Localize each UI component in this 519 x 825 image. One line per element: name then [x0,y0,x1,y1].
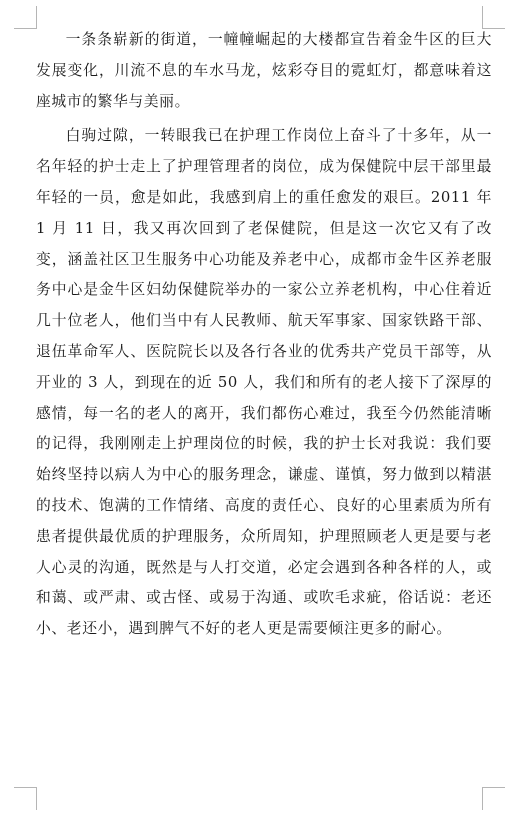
paragraph-city-description: 一条条崭新的街道，一幢幢崛起的大楼都宣告着金牛区的巨大发展变化，川流不息的车水马龙，炫彩夺目的霓虹灯，都意味着这座城市的繁华与美丽。 [36,31,492,110]
crop-mark-bottom-right [482,787,505,810]
document-body [36,25,492,645]
crop-mark-bottom-left [14,787,37,810]
crop-mark-top-left [14,6,37,29]
paragraph-nursing-career: 白驹过隙，一转眼我已在护理工作岗位上奋斗了十多年，从一名年轻的护士走上了护理管理者的岗位，成为保健院中层干部里最年轻的一员，愈是如此，我感到肩上的重任愈发的艰巨。2011 年 1 月 11 日，我又再次回到了老保健院，但是这一次它又有了改变，涵盖社区卫生服务中心功能及养老中心，成都市金牛区养老服务中心是金牛区妇幼保健院举办的一家公立养老机构，中心住着近几十位老人，他们当中有人民教师、航天军事家、国家铁路干部、退伍革命军人、医院院长以及各行各业的优秀共产党员干部等，从开业的 3 人，到现在的近 50 人，我们和所有的老人接下了深厚的感情，每一名的老人的离开，我们都伤心难过，我至今仍然能清晰的记得，我刚刚走上护理岗位的时候，我的护士长对我说：我们要始终坚持以病人为中心的服务理念，谦虚、谨慎，努力做到以精湛的技术、饱满的工作情绪、高度的责任心、良好的心里素质为所有患者提供最优质的护理服务，众所周知，护理照顾老人更是要与老人心灵的沟通，既然是与人打交道，必定会遇到各种各样的人，或和蔼、或严肃、或古怪、或易于沟通、或吹毛求疵，俗话说：老还小、老还小，遇到脾气不好的老人更是需要倾注更多的耐心。 [36,127,492,638]
